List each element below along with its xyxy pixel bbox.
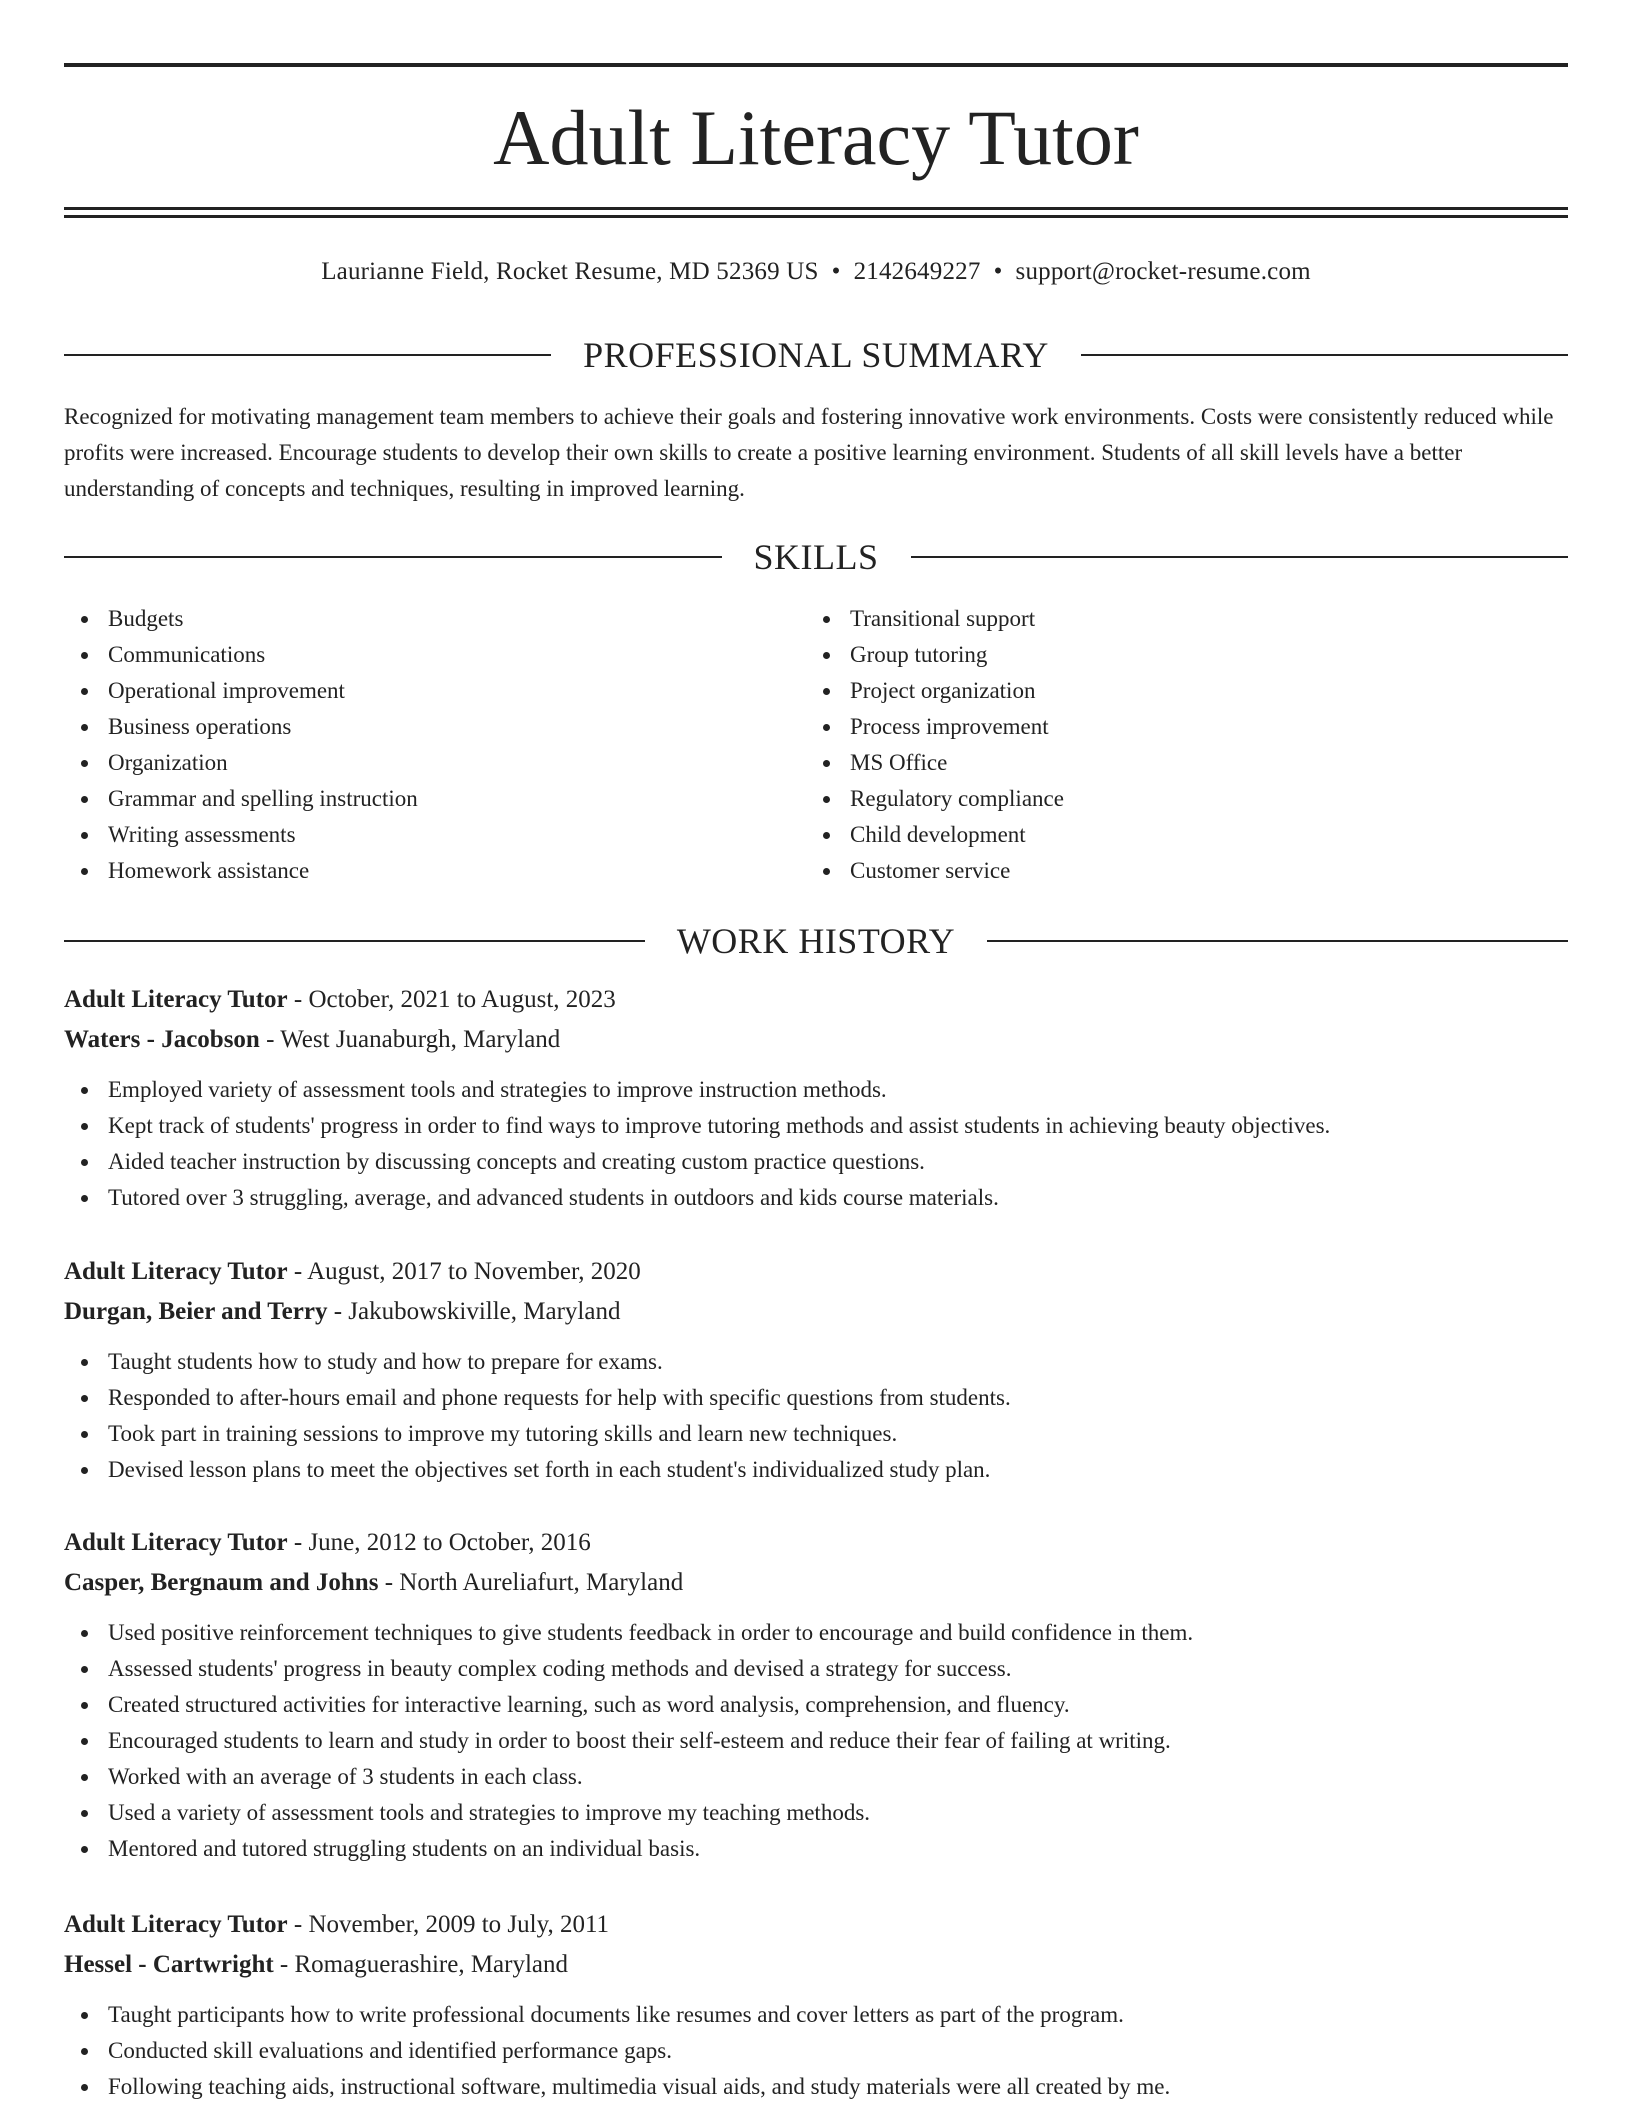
skills-heading-label: SKILLS <box>753 537 879 577</box>
skill-item: Grammar and spelling instruction <box>108 781 748 817</box>
job-company: Waters - Jacobson <box>64 1026 260 1053</box>
job-title-line <box>64 1905 1568 1945</box>
title-double-rule-upper <box>64 207 1568 210</box>
job-location: - North Aureliafurt, Maryland <box>378 1569 684 1596</box>
skill-item: Project organization <box>850 673 1550 709</box>
skill-item: Homework assistance <box>108 853 748 889</box>
top-rule <box>64 63 1568 67</box>
skill-item: Regulatory compliance <box>850 781 1550 817</box>
job-location: - West Juanaburgh, Maryland <box>259 1026 561 1053</box>
job-duty-item: Created structured activities for interactive learning, such as word analysis, comprehension, and fluency. <box>108 1687 1568 1723</box>
heading-rule <box>64 940 645 942</box>
heading-rule <box>64 556 722 558</box>
job-duty-item: Assessed students' progress in beauty complex coding methods and devised a strategy for success. <box>108 1651 1568 1687</box>
skills-list-right <box>850 601 1550 889</box>
job-title: Adult Literacy Tutor <box>64 1258 288 1285</box>
job-entry <box>64 1523 1568 1867</box>
job-company: Durgan, Beier and Terry <box>64 1298 328 1325</box>
job-duty-item: Conducted skill evaluations and identified performance gaps. <box>108 2033 1568 2069</box>
job-company-line <box>64 1020 1568 1060</box>
job-duty-item: Encouraged students to learn and study in order to boost their self-esteem and reduce their fear of failing at writing. <box>108 1723 1568 1759</box>
summary-section-heading <box>64 333 1568 377</box>
contact-separator: • <box>993 258 1003 285</box>
job-duty-item: Following teaching aids, instructional software, multimedia visual aids, and study materials were all created by me. <box>108 2069 1568 2105</box>
work-history-section-heading <box>64 919 1568 963</box>
contact-email: support@rocket-resume.com <box>1015 258 1311 285</box>
job-duty-item: Kept track of students' progress in order to find ways to improve tutoring methods and assist students in achieving beauty objectives. <box>108 1108 1568 1144</box>
job-title: Adult Literacy Tutor <box>64 986 288 1013</box>
summary-heading-label: PROFESSIONAL SUMMARY <box>583 335 1049 375</box>
job-company-line <box>64 1292 1568 1332</box>
job-entry <box>64 1905 1568 2105</box>
job-location: - Jakubowskiville, Maryland <box>327 1298 621 1325</box>
job-duties <box>64 1072 1568 1216</box>
job-duty-item: Devised lesson plans to meet the objectives set forth in each student's individualized study plan. <box>108 1452 1568 1488</box>
skill-item: MS Office <box>850 745 1550 781</box>
job-dates: - October, 2021 to August, 2023 <box>287 986 616 1013</box>
job-duty-item: Aided teacher instruction by discussing concepts and creating custom practice questions. <box>108 1144 1568 1180</box>
title-double-rule-lower <box>64 215 1568 218</box>
heading-rule <box>1081 354 1568 356</box>
job-duty-item: Used a variety of assessment tools and strategies to improve my teaching methods. <box>108 1795 1568 1831</box>
job-duty-item: Took part in training sessions to improve my tutoring skills and learn new techniques. <box>108 1416 1568 1452</box>
job-dates: - August, 2017 to November, 2020 <box>287 1258 641 1285</box>
skill-item: Business operations <box>108 709 748 745</box>
skill-item: Transitional support <box>850 601 1550 637</box>
job-duties <box>64 1344 1568 1488</box>
job-title: Adult Literacy Tutor <box>64 1529 288 1556</box>
job-duties <box>64 1997 1568 2105</box>
contact-phone: 2142649227 <box>853 258 981 285</box>
skills-section-heading <box>64 535 1568 579</box>
job-title-line <box>64 980 1568 1020</box>
skill-item: Organization <box>108 745 748 781</box>
job-duty-item: Mentored and tutored struggling students on an individual basis. <box>108 1831 1568 1867</box>
skill-item: Process improvement <box>850 709 1550 745</box>
skill-item: Customer service <box>850 853 1550 889</box>
job-duty-item: Taught students how to study and how to prepare for exams. <box>108 1344 1568 1380</box>
skill-item: Operational improvement <box>108 673 748 709</box>
skill-item: Communications <box>108 637 748 673</box>
skills-list-left <box>108 601 748 889</box>
job-duty-item: Responded to after-hours email and phone requests for help with specific questions from students. <box>108 1380 1568 1416</box>
work-history-heading-label: WORK HISTORY <box>676 921 956 961</box>
job-duty-item: Used positive reinforcement techniques to give students feedback in order to encourage and build confidence in them. <box>108 1615 1568 1651</box>
job-title-line <box>64 1252 1568 1292</box>
job-duty-item: Worked with an average of 3 students in each class. <box>108 1759 1568 1795</box>
job-entry <box>64 980 1568 1216</box>
skill-item: Group tutoring <box>850 637 1550 673</box>
contact-separator: • <box>831 258 841 285</box>
job-company: Casper, Bergnaum and Johns <box>64 1569 379 1596</box>
skill-item: Child development <box>850 817 1550 853</box>
job-entry <box>64 1252 1568 1488</box>
job-duty-item: Employed variety of assessment tools and strategies to improve instruction methods. <box>108 1072 1568 1108</box>
job-duties <box>64 1615 1568 1867</box>
job-duty-item: Tutored over 3 struggling, average, and advanced students in outdoors and kids course materials. <box>108 1180 1568 1216</box>
heading-rule <box>64 354 551 356</box>
job-dates: - June, 2012 to October, 2016 <box>287 1529 591 1556</box>
skill-item: Writing assessments <box>108 817 748 853</box>
heading-rule <box>911 556 1569 558</box>
job-title: Adult Literacy Tutor <box>64 1911 288 1938</box>
job-company: Hessel - Cartwright <box>64 1951 274 1978</box>
job-company-line <box>64 1945 1568 1985</box>
job-dates: - November, 2009 to July, 2011 <box>287 1911 610 1938</box>
summary-text: Recognized for motivating management team members to achieve their goals and fostering innovative work environments. Costs were consistently reduced while profits were increased. Encourage students to develop their own skills to create a positive learning environment. Students of all skill levels have a better understanding of concepts and techniques, resulting in improved learning. <box>64 404 1554 501</box>
contact-address: Laurianne Field, Rocket Resume, MD 52369 US <box>321 258 819 285</box>
contact-line <box>0 255 1632 289</box>
page-title: Adult Literacy Tutor <box>493 94 1139 181</box>
heading-rule <box>987 940 1568 942</box>
job-company-line <box>64 1563 1568 1603</box>
job-location: - Romaguerashire, Maryland <box>273 1951 569 1978</box>
skill-item: Budgets <box>108 601 748 637</box>
job-title-line <box>64 1523 1568 1563</box>
job-duty-item: Taught participants how to write professional documents like resumes and cover letters as part of the program. <box>108 1997 1568 2033</box>
